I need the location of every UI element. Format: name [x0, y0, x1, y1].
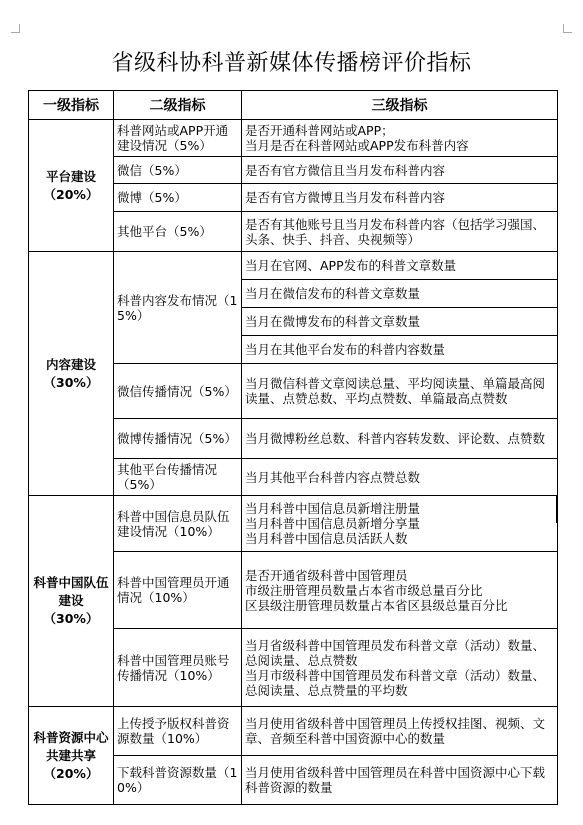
level1-name: 内容建设: [45, 356, 96, 372]
table-row: [29, 252, 558, 280]
level3-cell: 当月使用省级科普中国管理员上传授权挂图、视频、文章、音频至科普中国资源中心的数量: [242, 707, 558, 756]
text-cursor: [556, 495, 557, 523]
level2-cell: 微信传播情况（5%）: [114, 364, 242, 419]
table-header-row: [29, 91, 558, 120]
level1-weight: （30%）: [43, 611, 99, 626]
level3-line: 是否开通省级科普中国管理员: [245, 567, 408, 583]
level2-cell: 科普中国管理员开通情况（10%）: [114, 552, 242, 629]
level2-cell: 微博传播情况（5%）: [114, 419, 242, 459]
header-level3: 三级指标: [242, 91, 558, 120]
level1-name: 科普中国队伍建设: [33, 575, 109, 608]
level1-name: 科普资源中心共建共享: [33, 729, 109, 763]
header-level1: 一级指标: [29, 91, 114, 120]
level3-line: 当月科普中国信息员活跃人数: [245, 531, 408, 546]
level3-line: 当月科普中国信息员新增分享量: [245, 516, 421, 531]
level3-line: 当月省级科普中国管理员发布科普文章（活动）数量、总阅读量、总点赞数: [245, 637, 546, 668]
level3-cell: 当月在微信发布的科普文章数量: [242, 280, 558, 308]
level2-cell: 科普内容发布情况（15%）: [114, 252, 242, 364]
level3-cell: 当月在其他平台发布的科普内容数量: [242, 336, 558, 364]
level2-cell: 微博（5%）: [114, 184, 242, 212]
level1-weight: （30%）: [43, 374, 99, 390]
level1-name: 平台建设: [45, 168, 96, 184]
level2-cell: 下载科普资源数量（10%）: [114, 756, 242, 805]
level3-line: 当月科普中国信息员新增注册量: [245, 501, 421, 516]
level3-cell: 当月在官网、APP发布的科普文章数量: [242, 252, 558, 280]
document-title: 省级科协科普新媒体传播榜评价指标: [111, 51, 472, 76]
level3-line: 当月市级科普中国管理员发布科普文章（活动）数量、总阅读量、总点赞量的平均数: [245, 667, 546, 698]
level3-cell: 是否有官方微信且当月发布科普内容: [242, 157, 558, 184]
level3-cell: [242, 496, 558, 552]
table-row: [29, 496, 558, 552]
level2-cell: 其他平台（5%）: [114, 212, 242, 252]
level3-line: 是否开通科普网站或APP；: [245, 123, 394, 138]
level3-cell: 当月在微博发布的科普文章数量: [242, 308, 558, 336]
level3-line: 市级注册管理员数量占本省市级总量百分比: [245, 582, 483, 598]
level1-resource: [29, 707, 114, 805]
page-corner-mark-left: [11, 24, 20, 33]
table-row: [29, 120, 558, 157]
page-corner-mark-right: [563, 24, 572, 33]
level3-cell: [242, 552, 558, 629]
level3-cell: 当月使用省级科普中国管理员在科普中国资源中心下载科普资源的数量: [242, 756, 558, 805]
level3-cell: 是否有官方微博且当月发布科普内容: [242, 184, 558, 212]
level1-content: [29, 252, 114, 496]
level3-cell: 当月其他平台科普内容点赞总数: [242, 459, 558, 496]
level2-cell: 上传授予版权科普资源数量（10%）: [114, 707, 242, 756]
level3-cell: [242, 120, 558, 157]
indicator-table: [28, 90, 558, 805]
level2-cell: 科普中国管理员账号传播情况（10%）: [114, 629, 242, 707]
level2-cell: 科普中国信息员队伍建设情况（10%）: [114, 496, 242, 552]
level3-cell: 当月微博粉丝总数、科普内容转发数、评论数、点赞数: [242, 419, 558, 459]
level2-cell: 其他平台传播情况（5%）: [114, 459, 242, 496]
level2-cell: 微信（5%）: [114, 157, 242, 184]
level3-line: 区县级注册管理员数量占本省区县级总量百分比: [245, 597, 508, 613]
level1-weight: （20%）: [43, 186, 99, 202]
header-level2: 二级指标: [114, 91, 242, 120]
level1-team: [29, 496, 114, 707]
level3-cell: [242, 629, 558, 707]
level1-platform: [29, 120, 114, 252]
table-row: [29, 707, 558, 756]
level3-cell: 当月微信科普文章阅读总量、平均阅读量、单篇最高阅读量、点赞总数、平均点赞数、单篇最高点赞数: [242, 364, 558, 419]
level3-line: 当月是否在科普网站或APP发布科普内容: [245, 138, 469, 153]
level1-weight: （20%）: [43, 765, 99, 781]
level2-cell: 科普网站或APP开通建设情况（5%）: [114, 120, 242, 157]
level3-cell: 是否有其他账号且当月发布科普内容（包括学习强国、头条、快手、抖音、央视频等）: [242, 212, 558, 252]
